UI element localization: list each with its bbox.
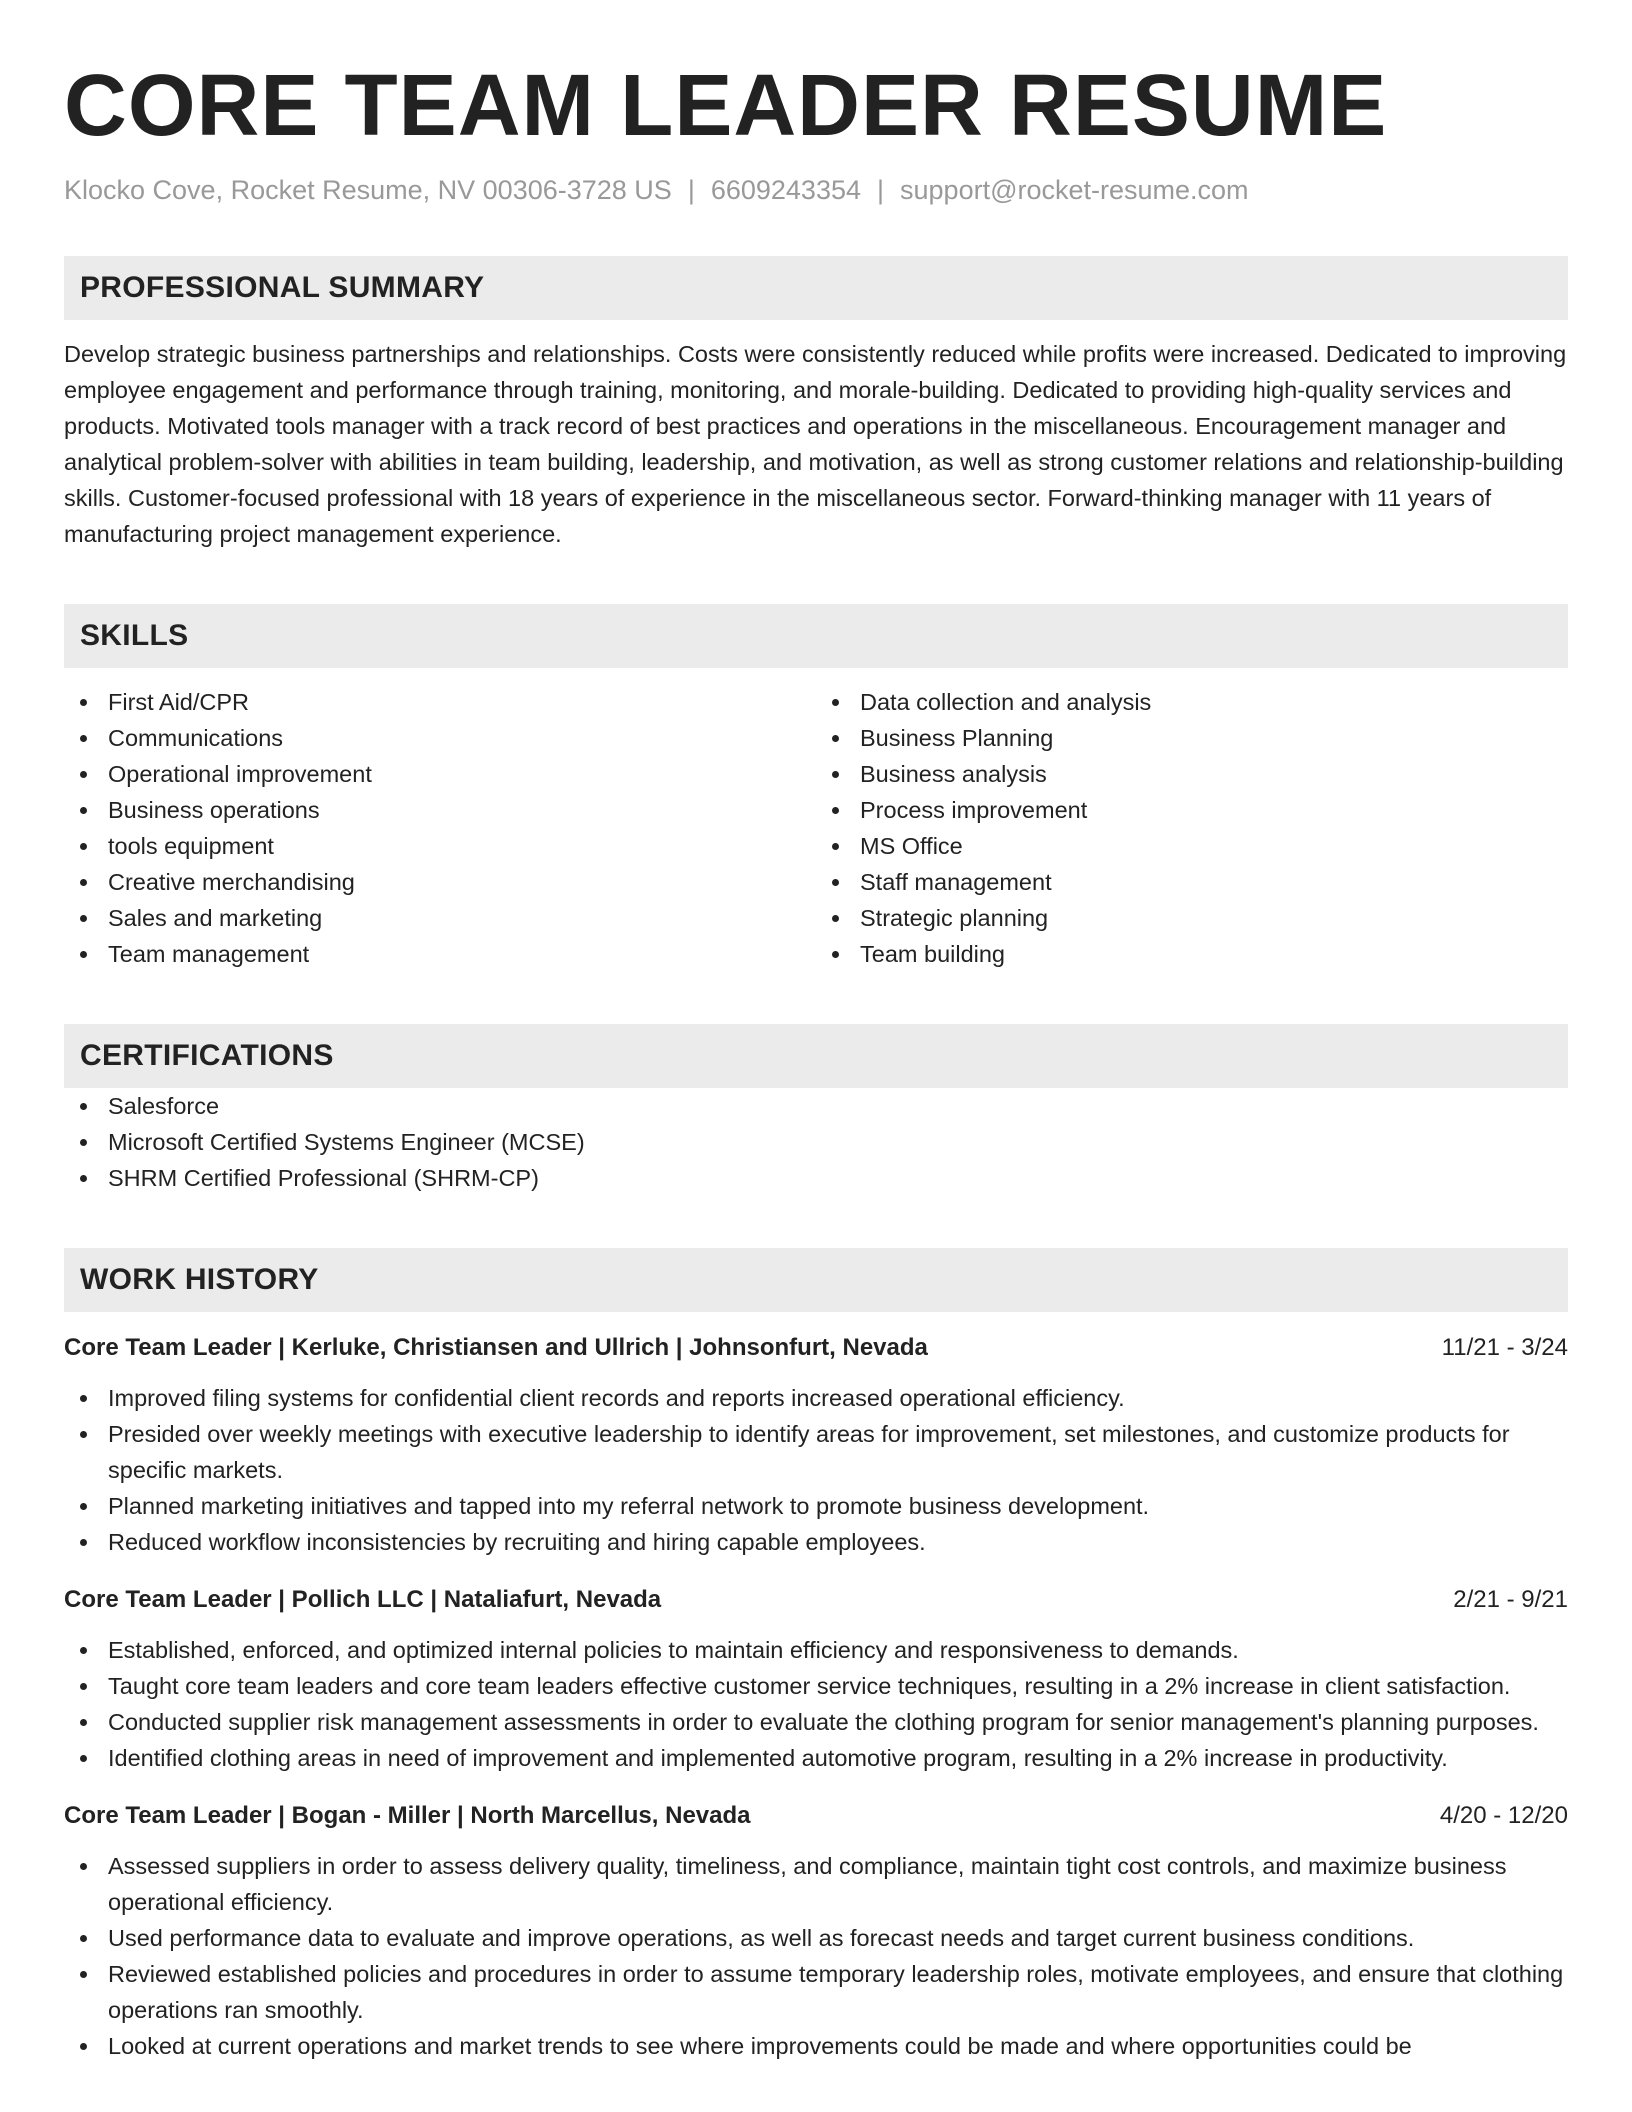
- job-header: [64, 1582, 1568, 1618]
- skill-item: tools equipment: [64, 828, 816, 864]
- job-dates: 11/21 - 3/24: [1441, 1334, 1568, 1361]
- skills-column-left: [64, 684, 816, 972]
- certification-item: SHRM Certified Professional (SHRM-CP): [64, 1160, 1568, 1196]
- job-header: [64, 1330, 1568, 1366]
- skill-item: Process improvement: [816, 792, 1568, 828]
- job-title: Core Team Leader | Pollich LLC | Nataliafurt, Nevada: [64, 1586, 662, 1613]
- skill-item: First Aid/CPR: [64, 684, 816, 720]
- skill-item: Operational improvement: [64, 756, 816, 792]
- skill-item: Creative merchandising: [64, 864, 816, 900]
- skill-item: Business operations: [64, 792, 816, 828]
- job-dates: 2/21 - 9/21: [1453, 1586, 1568, 1613]
- job-bullet: Taught core team leaders and core team leaders effective customer service techniques, resulting in a 2% increase in client satisfaction.: [64, 1668, 1568, 1704]
- job-title: Core Team Leader | Bogan - Miller | North Marcellus, Nevada: [64, 1802, 751, 1829]
- skill-item: Sales and marketing: [64, 900, 816, 936]
- contact-phone: 6609243354: [710, 175, 861, 205]
- job-bullet: Reviewed established policies and procedures in order to assume temporary leadership roles, motivate employees, and ensure that clothing operations ran smoothly.: [64, 1956, 1568, 2028]
- skill-item: Communications: [64, 720, 816, 756]
- job-entry: [64, 1798, 1568, 2064]
- contact-line: [64, 175, 1568, 206]
- skills-column-right: [816, 684, 1568, 972]
- section-header-certifications: CERTIFICATIONS: [64, 1024, 1568, 1088]
- skill-item: Team management: [64, 936, 816, 972]
- skill-item: Business analysis: [816, 756, 1568, 792]
- job-bullet: Identified clothing areas in need of improvement and implemented automotive program, resulting in a 2% increase in productivity.: [64, 1740, 1568, 1776]
- job-header: [64, 1798, 1568, 1834]
- job-bullets: [64, 1380, 1568, 1560]
- section-header-work-history: WORK HISTORY: [64, 1248, 1568, 1312]
- certification-item: Salesforce: [64, 1088, 1568, 1124]
- job-bullets: [64, 1632, 1568, 1776]
- contact-email[interactable]: support@rocket-resume.com: [900, 175, 1249, 205]
- skill-item: MS Office: [816, 828, 1568, 864]
- job-title: Core Team Leader | Kerluke, Christiansen and Ullrich | Johnsonfurt, Nevada: [64, 1334, 928, 1361]
- job-bullet: Improved filing systems for confidential client records and reports increased operational efficiency.: [64, 1380, 1568, 1416]
- skill-item: Staff management: [816, 864, 1568, 900]
- job-bullet: Used performance data to evaluate and improve operations, as well as forecast needs and target current business conditions.: [64, 1920, 1568, 1956]
- job-bullet: Conducted supplier risk management assessments in order to evaluate the clothing program for senior management's planning purposes.: [64, 1704, 1568, 1740]
- section-header-skills: SKILLS: [64, 604, 1568, 668]
- section-header-summary: PROFESSIONAL SUMMARY: [64, 256, 1568, 320]
- contact-address: Klocko Cove, Rocket Resume, NV 00306-3728 US: [64, 175, 672, 205]
- resume-title: CORE TEAM LEADER RESUME: [64, 57, 1388, 154]
- job-bullet: Planned marketing initiatives and tapped into my referral network to promote business development.: [64, 1488, 1568, 1524]
- job-bullet: Reduced workflow inconsistencies by recruiting and hiring capable employees.: [64, 1524, 1568, 1560]
- job-entry: [64, 1330, 1568, 1560]
- skill-item: Team building: [816, 936, 1568, 972]
- skill-item: Data collection and analysis: [816, 684, 1568, 720]
- job-bullet: Assessed suppliers in order to assess delivery quality, timeliness, and compliance, maintain tight cost controls, and maximize business operational efficiency.: [64, 1848, 1568, 1920]
- job-entry: [64, 1582, 1568, 1776]
- job-bullet: Established, enforced, and optimized internal policies to maintain efficiency and responsiveness to demands.: [64, 1632, 1568, 1668]
- skills-list: [64, 684, 1568, 972]
- job-bullet: Looked at current operations and market trends to see where improvements could be made and where opportunities could be: [64, 2028, 1568, 2064]
- job-bullet: Presided over weekly meetings with executive leadership to identify areas for improvement, set milestones, and customize products for specific markets.: [64, 1416, 1568, 1488]
- contact-separator: |: [687, 175, 695, 205]
- skill-item: Business Planning: [816, 720, 1568, 756]
- certifications-list: [64, 1088, 1568, 1196]
- job-bullets: [64, 1848, 1568, 2064]
- summary-text: Develop strategic business partnerships and relationships. Costs were consistently reduced while profits were increased. Dedicated to improving employee engagement and performance through training, monitoring, and morale-building. Dedicated to providing high-quality services and products. Motivated tools manager with a track record of best practices and operations in the miscellaneous. Encouragement manager and analytical problem-solver with abilities in team building, leadership, and motivation, as well as strong customer relations and relationship-building skills. Customer-focused professional with 18 years of experience in the miscellaneous sector. Forward-thinking manager with 11 years of manufacturing project management experience.: [64, 341, 1567, 547]
- certification-item: Microsoft Certified Systems Engineer (MCSE): [64, 1124, 1568, 1160]
- skill-item: Strategic planning: [816, 900, 1568, 936]
- contact-separator: |: [877, 175, 885, 205]
- job-dates: 4/20 - 12/20: [1439, 1802, 1568, 1829]
